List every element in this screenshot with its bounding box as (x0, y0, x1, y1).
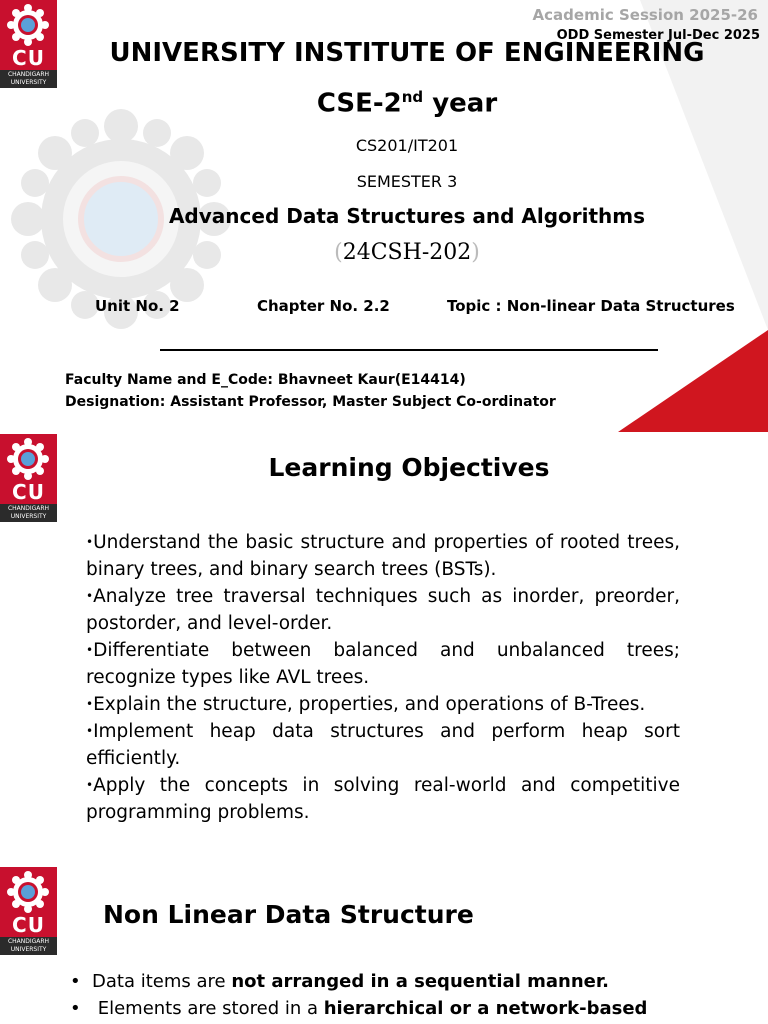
objectives-list (86, 529, 680, 826)
course-codes: CS201/IT201 (355, 136, 459, 155)
bullet-icon: • (86, 724, 94, 738)
year-suffix: year (423, 88, 498, 119)
list-item (70, 995, 760, 1022)
semester-term: ODD Semester Jul-Dec 2025 (556, 28, 760, 43)
logo-university-text: CHANDIGARH UNIVERSITY (0, 504, 57, 522)
list-item (70, 968, 760, 995)
list-item-bold-text: hierarchical or a network-based (323, 998, 648, 1019)
title-slide (0, 0, 768, 432)
list-item-text: Differentiate between balanced and unbalanced trees; recognize types like AVL trees. (86, 640, 680, 688)
logo-university-text: CHANDIGARH UNIVERSITY (0, 937, 57, 955)
list-item-text: Elements are stored in a (92, 998, 324, 1019)
slide-title: Learning Objectives (268, 453, 550, 482)
faculty-designation: Designation: Assistant Professor, Master Subject Co-ordinator (65, 394, 556, 410)
bullet-icon: • (70, 971, 81, 992)
chapter-number: Chapter No. 2.2 (257, 297, 390, 315)
bullet-icon: • (86, 589, 94, 603)
list-item (86, 772, 680, 826)
gear-logo-icon (7, 871, 49, 913)
program-year (0, 88, 768, 119)
list-item-text: Analyze tree traversal techniques such as inorder, preorder, postorder, and level-order. (86, 586, 680, 634)
list-item (86, 529, 680, 583)
bullet-icon: • (86, 778, 94, 792)
list-item-text: Implement heap data structures and perform heap sort efficiently. (86, 721, 680, 769)
list-item-text: Explain the structure, properties, and operations of B-Trees. (93, 694, 646, 715)
institute-title: UNIVERSITY INSTITUTE OF ENGINEERING (109, 38, 705, 68)
divider-rule (160, 349, 658, 351)
logo-brand-text: CU (12, 913, 45, 937)
subject-title: Advanced Data Structures and Algorithms (168, 204, 646, 228)
list-item (86, 691, 680, 718)
definition-list (70, 968, 760, 1022)
subject-code: (24CSH-202) (334, 240, 480, 265)
slide-title: Non Linear Data Structure (103, 900, 474, 929)
red-corner-triangle (618, 330, 768, 432)
logo-university-text: CHANDIGARH UNIVERSITY (0, 70, 57, 88)
list-item (86, 718, 680, 772)
list-item-text: Apply the concepts in solving real-world and competitive programming problems. (86, 775, 680, 823)
academic-session: Academic Session 2025-26 (532, 6, 758, 24)
list-item-bold-text: not arranged in a sequential manner. (231, 971, 610, 992)
bullet-icon: • (86, 697, 94, 711)
list-item-text: Data items are (92, 971, 232, 992)
topic-name: Topic : Non-linear Data Structures (447, 297, 735, 315)
university-logo (0, 867, 57, 955)
subject-code-text: 24CSH-202 (342, 240, 472, 265)
objectives-slide (0, 432, 768, 864)
list-item (86, 637, 680, 691)
logo-brand-text: CU (12, 480, 45, 504)
list-item (86, 583, 680, 637)
year-superscript: nd (401, 88, 424, 106)
bullet-icon: • (86, 643, 94, 657)
year-prefix: CSE-2 (316, 88, 402, 119)
list-item-text: Understand the basic structure and properties of rooted trees, binary trees, and binary search trees (BSTs). (86, 532, 680, 580)
bullet-icon: • (70, 998, 81, 1019)
bullet-icon: • (86, 535, 94, 549)
faculty-name: Faculty Name and E_Code: Bhavneet Kaur(E14414) (65, 372, 466, 388)
logo-brand-text: CU (12, 46, 45, 70)
unit-number: Unit No. 2 (95, 297, 180, 315)
semester-number: SEMESTER 3 (356, 172, 458, 191)
nonlinear-slide (0, 864, 768, 1024)
